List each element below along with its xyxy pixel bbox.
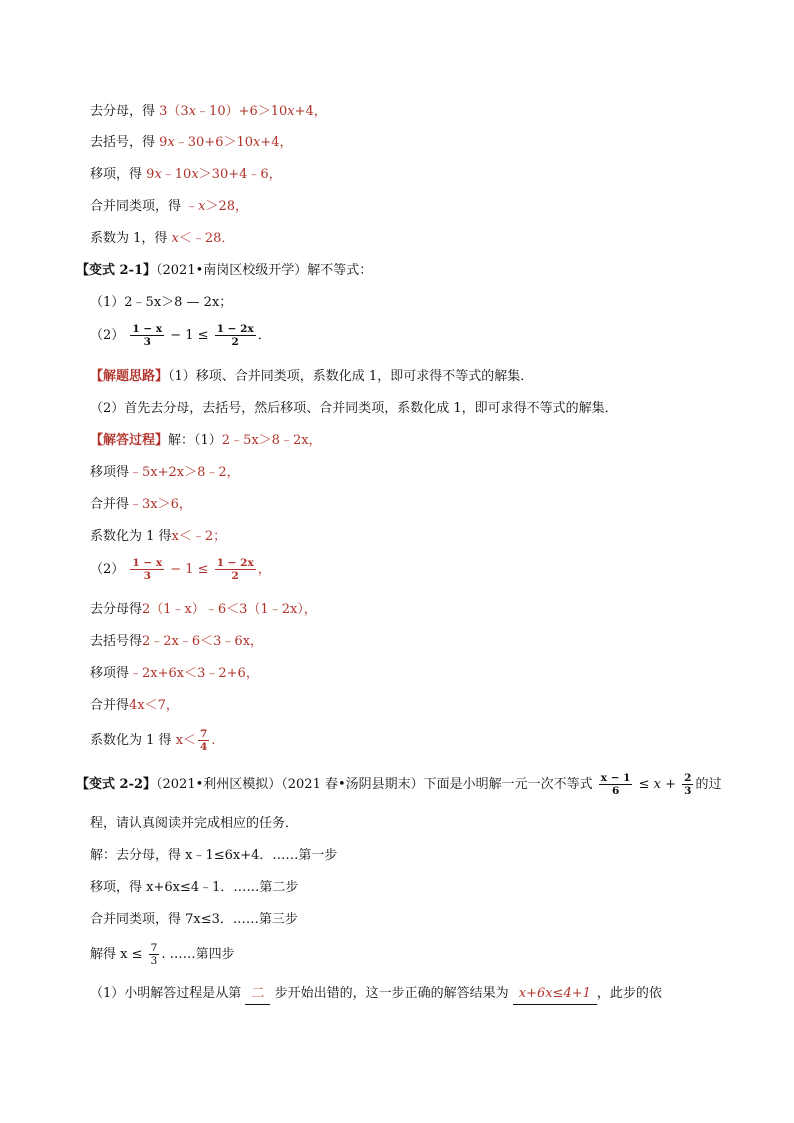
solution-part-2: （2） $\frac{1 - x}{3}$ − 1 ≤ $\frac{1 - 2x}{2}$ ， [90, 557, 271, 582]
question-2: （2） $\frac{1 - x}{3}$ − 1 ≤ $\frac{1 - 2x}{2}$ ． [90, 323, 271, 348]
fraction: $\frac{7}{4}$ [200, 728, 208, 753]
variant-2-2-text: 程，请认真阅读并完成相应的任务． [90, 816, 299, 831]
solution-step-combine-2: 合并得4x＜7， [90, 698, 179, 713]
variant-2-1-heading: 【变式 2-1】（2021•南岗区校级开学）解不等式： [76, 263, 373, 278]
variant-2-2-heading: 【变式 2-2】（2021•利州区模拟）（2021 春•汤阴县期末）下面是小明解一元一次不等式 $\frac{x - 1}{6}$ ≤ x + $\frac{2}{3}$ 的过 [76, 772, 722, 797]
step-combine: 合并同类项，得 ﹣x＞28， [90, 199, 249, 214]
answer-blank-result: x+6x≤4+1 [513, 984, 597, 1005]
question-1: （1）2﹣5x＞8 — 2x； [90, 295, 233, 310]
fraction: $\frac{1 - x}{3}$ [132, 557, 163, 582]
fraction: $\frac{1 - x}{3}$ [132, 323, 163, 348]
solution-step-remove-brackets: 去括号得2﹣2x﹣6＜3﹣6x， [90, 634, 264, 649]
answer-blank-step: 二 [245, 984, 270, 1005]
solution-step-transpose: 移项得﹣5x+2x＞8﹣2， [90, 465, 240, 480]
task-1: （1）小明解答过程是从第 二 步开始出错的，这一步正确的解答结果为 x+6x≤4+1 ，此步的依 [90, 984, 662, 1005]
fraction: $\frac{7}{3}$ [150, 942, 158, 967]
xiaoming-step-3: 合并同类项，得 7x≤3．……第三步 [90, 912, 298, 927]
step-transpose: 移项，得 9x﹣10x＞30+4﹣6， [90, 167, 282, 182]
fraction: $\frac{1 - 2x}{2}$ [216, 323, 254, 348]
solution-step-coefficient: 系数化为 1 得x＜﹣2； [90, 529, 227, 544]
xiaoming-step-2: 移项，得 x+6x≤4﹣1．……第二步 [90, 880, 299, 895]
solution-process-start: 【解答过程】解：（1）2﹣5x＞8﹣2x， [90, 433, 322, 448]
solution-final-answer: 系数化为 1 得 x＜ $\frac{7}{4}$ . [90, 728, 216, 753]
solution-step-clear-denominator: 去分母得2（1﹣x）﹣6＜3（1﹣2x）， [90, 602, 317, 617]
xiaoming-step-4: 解得 x ≤ $\frac{7}{3}$ . ……第四步 [90, 942, 235, 967]
solution-step-transpose-2: 移项得﹣2x+6x＜3﹣2+6， [90, 666, 259, 681]
fraction: $\frac{1 - 2x}{2}$ [216, 557, 254, 582]
step-clear-denominator: 去分母，得 3（3x﹣10）+6＞10x+4， [90, 104, 327, 119]
step-coefficient: 系数为 1，得 x＜﹣28． [90, 231, 235, 246]
solution-idea-2: （2）首先去分母，去括号，然后移项、合并同类项，系数化成 1，即可求得不等式的解集． [90, 401, 618, 416]
solution-step-combine: 合并得﹣3x＞6， [90, 497, 192, 512]
xiaoming-step-1: 解：去分母，得 x﹣1≤6x+4．……第一步 [90, 848, 338, 863]
solution-idea-1: 【解题思路】（1）移项、合并同类项，系数化成 1，即可求得不等式的解集． [90, 369, 534, 384]
step-remove-brackets: 去括号，得 9x﹣30+6＞10x+4， [90, 135, 293, 150]
fraction: $\frac{2}{3}$ [684, 772, 692, 797]
fraction: $\frac{x - 1}{6}$ [600, 772, 631, 797]
